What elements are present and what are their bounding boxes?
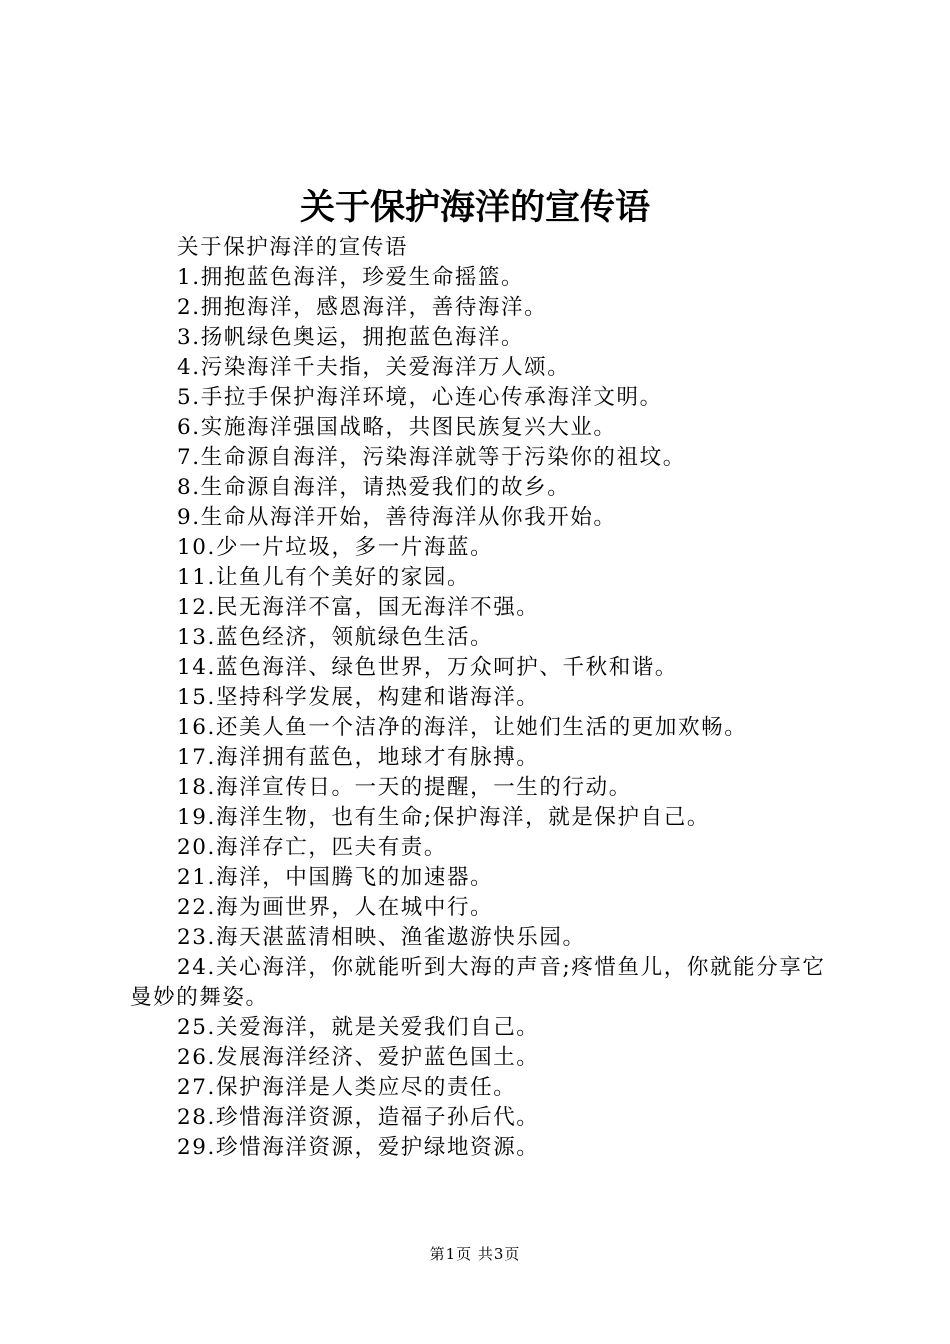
slogan-item: 28.珍惜海洋资源，造福子孙后代。 bbox=[177, 1105, 540, 1130]
slogan-item: 27.保护海洋是人类应尽的责任。 bbox=[177, 1075, 517, 1100]
slogan-item: 4.污染海洋千夫指，关爱海洋万人颂。 bbox=[177, 355, 571, 380]
document-body bbox=[130, 233, 836, 1163]
slogan-item: 14.蓝色海洋、绿色世界，万众呵护、千秋和谐。 bbox=[177, 655, 678, 680]
slogan-item: 8.生命源自海洋，请热爱我们的故乡。 bbox=[177, 475, 571, 500]
slogan-item: 16.还美人鱼一个洁净的海洋，让她们生活的更加欢畅。 bbox=[177, 715, 748, 740]
slogan-item: 18.海洋宣传日。一天的提醒，一生的行动。 bbox=[177, 775, 632, 800]
slogan-item: 2.拥抱海洋，感恩海洋，善待海洋。 bbox=[177, 295, 548, 320]
slogan-item: 17.海洋拥有蓝色，地球才有脉搏。 bbox=[177, 745, 540, 770]
slogan-item: 12.民无海洋不富，国无海洋不强。 bbox=[177, 595, 540, 620]
slogan-item: 5.手拉手保护海洋环境，心连心传承海洋文明。 bbox=[177, 385, 663, 410]
slogan-item: 1.拥抱蓝色海洋，珍爱生命摇篮。 bbox=[177, 265, 525, 290]
slogan-item: 10.少一片垃圾，多一片海蓝。 bbox=[177, 535, 494, 560]
slogan-item: 20.海洋存亡，匹夫有责。 bbox=[177, 835, 447, 860]
slogan-item: 9.生命从海洋开始，善待海洋从你我开始。 bbox=[177, 505, 617, 530]
slogan-item: 21.海洋，中国腾飞的加速器。 bbox=[177, 865, 494, 890]
slogan-item: 24.关心海洋，你就能听到大海的声音;疼惜鱼儿，你就能分享它曼妙的舞姿。 bbox=[130, 955, 826, 1010]
slogan-item: 19.海洋生物，也有生命;保护海洋，就是保护自己。 bbox=[177, 805, 710, 830]
slogan-item: 7.生命源自海洋，污染海洋就等于污染你的祖坟。 bbox=[177, 445, 686, 470]
slogan-item: 6.实施海洋强国战略，共图民族复兴大业。 bbox=[177, 415, 617, 440]
slogan-item: 13.蓝色经济，领航绿色生活。 bbox=[177, 625, 494, 650]
slogan-item: 25.关爱海洋，就是关爱我们自己。 bbox=[177, 1015, 540, 1040]
slogan-item: 29.珍惜海洋资源，爱护绿地资源。 bbox=[177, 1135, 540, 1160]
document-title: 关于保护海洋的宣传语 bbox=[299, 187, 650, 228]
slogan-item: 26.发展海洋经济、爱护蓝色国土。 bbox=[177, 1045, 540, 1070]
slogan-item: 11.让鱼儿有个美好的家园。 bbox=[177, 565, 471, 590]
slogan-item: 23.海天湛蓝清相映、渔雀遨游快乐园。 bbox=[177, 925, 586, 950]
slogan-item: 3.扬帆绿色奥运，拥抱蓝色海洋。 bbox=[177, 325, 525, 350]
slogan-item: 22.海为画世界，人在城中行。 bbox=[177, 895, 494, 920]
document-subtitle: 关于保护海洋的宣传语 bbox=[177, 235, 409, 260]
slogan-item: 15.坚持科学发展，构建和谐海洋。 bbox=[177, 685, 540, 710]
page-footer: 第1页 共3页 bbox=[429, 1245, 521, 1263]
